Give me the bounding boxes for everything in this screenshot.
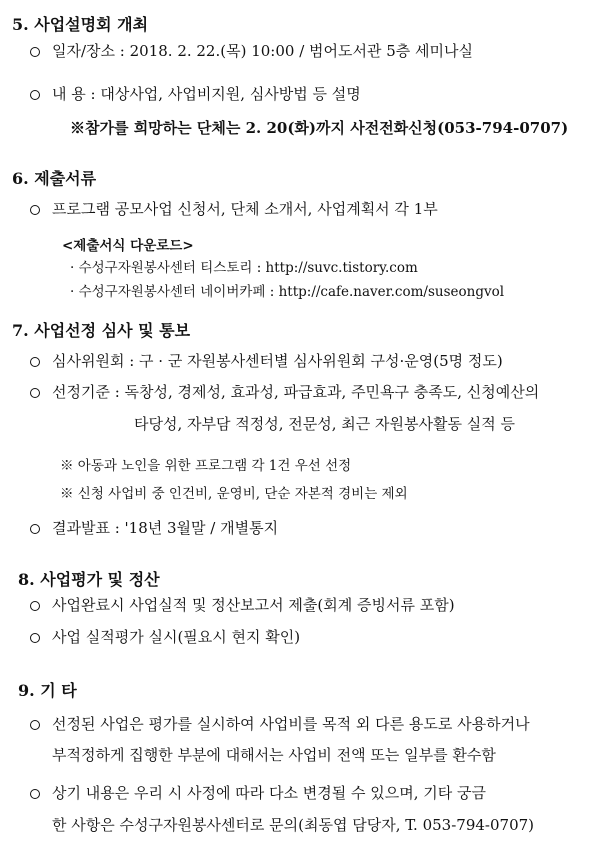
s7-item-criteria: 선정기준 : 독창성, 경제성, 효과성, 파급효과, 주민욕구 충족도, 신청예산의 [52, 383, 540, 401]
s6-link-naver-cafe[interactable]: · 수성구자원봉사센터 네이버카페 : http://cafe.naver.com/suseongvol [70, 284, 505, 300]
s5-item-content: 내 용 : 대상사업, 사업비지원, 심사방법 등 설명 [52, 85, 361, 103]
bullet-circle-icon [30, 90, 40, 100]
s5-note: ※참가를 희망하는 단체는 2. 20(화)까지 사전전화신청(053-794-0707) [70, 119, 569, 137]
bullet-circle-icon [30, 47, 40, 57]
s7-item-results: 결과발표 : '18년 3월말 / 개별통지 [52, 519, 279, 537]
bullet-circle-icon [30, 789, 40, 799]
bullet-circle-icon [30, 388, 40, 398]
section-6-heading: 6. 제출서류 [12, 169, 97, 188]
bullet-circle-icon [30, 205, 40, 215]
section-9-heading: 9. 기 타 [18, 681, 77, 700]
section-7-heading: 7. 사업선정 심사 및 통보 [12, 321, 191, 340]
s8-item-report: 사업완료시 사업실적 및 정산보고서 제출(회계 증빙서류 포함) [52, 596, 455, 614]
bullet-circle-icon [30, 601, 40, 611]
s6-item-documents: 프로그램 공모사업 신청서, 단체 소개서, 사업계획서 각 1부 [52, 200, 438, 218]
s9-item-inquiry-cont: 한 사항은 수성구자원봉사센터로 문의(최동엽 담당자, T. 053-794-0707) [52, 816, 535, 834]
s9-item-inquiry: 상기 내용은 우리 시 사정에 따라 다소 변경될 수 있으며, 기타 궁금 [52, 784, 486, 802]
s7-note-priority: ※ 아동과 노인을 위한 프로그램 각 1건 우선 선정 [60, 458, 352, 474]
section-5-heading: 5. 사업설명회 개최 [12, 15, 149, 34]
s7-note-exclusion: ※ 신청 사업비 중 인건비, 운영비, 단순 자본적 경비는 제외 [60, 486, 408, 502]
s9-item-recovery: 선정된 사업은 평가를 실시하여 사업비를 목적 외 다른 용도로 사용하거나 [52, 715, 530, 733]
s9-item-recovery-cont: 부적정하게 집행한 부분에 대해서는 사업비 전액 또는 일부를 환수함 [52, 746, 496, 764]
bullet-circle-icon [30, 524, 40, 534]
bullet-circle-icon [30, 720, 40, 730]
bullet-circle-icon [30, 357, 40, 367]
s6-download-heading: <제출서식 다운로드> [62, 238, 194, 254]
bullet-circle-icon [30, 633, 40, 643]
section-8-heading: 8. 사업평가 및 정산 [18, 570, 160, 589]
s7-item-criteria-cont: 타당성, 자부담 적정성, 전문성, 최근 자원봉사활동 실적 등 [134, 415, 515, 433]
s8-item-evaluation: 사업 실적평가 실시(필요시 현지 확인) [52, 628, 301, 646]
s7-item-committee: 심사위원회 : 구 · 군 자원봉사센터별 심사위원회 구성·운영(5명 정도) [52, 352, 503, 370]
s6-link-tistory[interactable]: · 수성구자원봉사센터 티스토리 : http://suvc.tistory.com [70, 260, 418, 276]
s5-item-date-place: 일자/장소 : 2018. 2. 22.(목) 10:00 / 범어도서관 5층 세미나실 [52, 42, 474, 60]
